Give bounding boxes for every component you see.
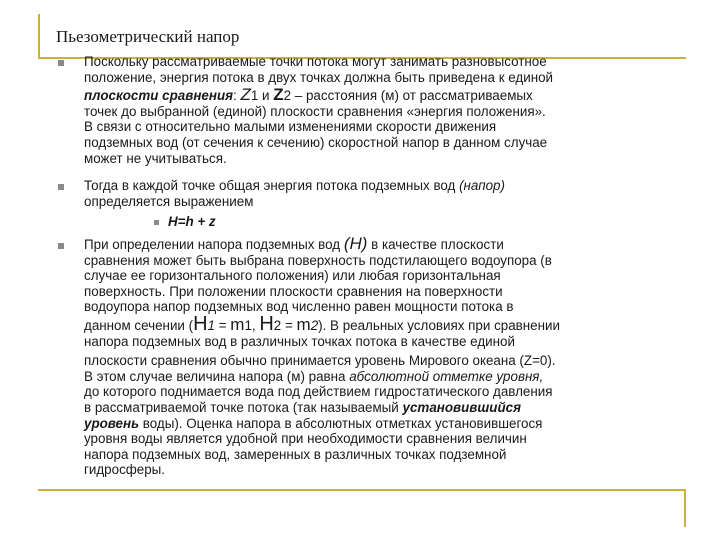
bottom-right-vertical-rule [684, 489, 686, 527]
subscript: 2 [310, 317, 319, 333]
text-span: в качестве плоскости [367, 237, 504, 252]
subscript: 1 [207, 317, 215, 333]
bullet-square-icon [58, 60, 64, 66]
text-line: случае ее горизонтального положения) или любая горизонтальная [84, 268, 501, 284]
text-line: Поскольку рассматриваемые точки потока могут занимать разновысотное [84, 54, 547, 69]
text-line: плоскости сравнения обычно принимается уровень Мирового океана (Z=0). [84, 353, 556, 369]
variable-h: (Н) [343, 234, 368, 253]
text-line: уровня воды является удобной при необходимости сравнения величин [84, 431, 527, 447]
text-span: в рассматриваемой точке потока (так называемый [84, 399, 403, 415]
formula: H=h + z [168, 214, 216, 229]
variable-h2: H [259, 312, 274, 335]
bullet-square-icon [58, 184, 64, 190]
sub-bullet-square-icon [154, 220, 159, 225]
text-span: , [251, 317, 260, 333]
text-span: Тогда в каждой точке общая энергия потока подземных вод [84, 178, 460, 193]
emphasis-text: плоскости сравнения [84, 88, 234, 104]
text-line: В связи с относительно малыми изменениями скорости движения [84, 119, 497, 135]
text-span: = [215, 317, 231, 333]
text-line [84, 400, 690, 416]
bullet-paragraph-2 [84, 178, 690, 209]
text-line [84, 312, 690, 335]
emphasis-text: (напор) [459, 178, 505, 193]
slide-title: Пьезометрический напор [56, 27, 240, 46]
emphasis-text: абсолютной отметке уровня, [349, 368, 544, 384]
text-line [84, 416, 690, 432]
bullet-paragraph-3 [84, 236, 690, 478]
subscript: 1 [244, 317, 252, 333]
text-line: водоупора напор подземных вод численно равен мощности потока в [84, 299, 514, 315]
text-line: определяется выражением [84, 193, 254, 209]
text-span: – расстояния (м) от рассматриваемых [291, 88, 533, 104]
text-line: сравнения может быть выбрана поверхность подстилающего водоупора (в [84, 252, 552, 268]
text-line: напора подземных вод, замеренных в различных точках подземной [84, 446, 507, 462]
text-line: положение, энергия потока в двух точках должна быть приведена к единой [84, 69, 554, 85]
subscript: 2 [273, 317, 282, 333]
top-left-vertical-rule [38, 14, 40, 59]
bullet-square-icon [58, 243, 64, 249]
text-span: При определении напора подземных вод [84, 237, 344, 252]
text-line [84, 369, 690, 385]
variable-h1: H [193, 312, 208, 335]
text-line: напора подземных вод в различных точках потока в качестве единой [84, 333, 515, 349]
text-span: ). В реальных условиях при сравнении [318, 317, 560, 333]
text-span: : [233, 88, 241, 104]
variable-m1: m [230, 314, 245, 334]
bullet-paragraph-1 [84, 54, 690, 166]
variable-m2: m [296, 314, 311, 334]
subscript: 1 [250, 88, 259, 104]
text-line: до которого поднимается вода под действием гидростатического давления [84, 384, 553, 400]
text-line: точек до выбранной (единой) плоскости сравнения «энергия положения». [84, 103, 546, 119]
text-span: В этом случае величина напора (м) равна [84, 368, 350, 384]
text-line: гидросферы. [84, 462, 166, 478]
text-span: данном сечении ( [84, 317, 194, 333]
variable-z: Z [273, 85, 284, 105]
text-span: и [258, 88, 274, 104]
subscript: 2 [283, 88, 292, 104]
text-line: поверхность. При положении плоскости сравнения на поверхности [84, 283, 503, 299]
text-line: может не учитываться. [84, 150, 227, 166]
text-line: подземных вод (от сечения к сечению) скоростной напор в данном случае [84, 134, 548, 150]
emphasis-text: установившийся [402, 399, 521, 415]
text-line [84, 178, 690, 194]
emphasis-text: уровень [84, 415, 140, 431]
text-span: = [281, 317, 297, 333]
bottom-rule [38, 489, 686, 491]
text-line [84, 87, 690, 104]
variable-z: Z [240, 85, 251, 105]
text-line [84, 236, 690, 253]
text-span: воды). Оценка напора в абсолютных отметках установившегося [139, 415, 543, 431]
